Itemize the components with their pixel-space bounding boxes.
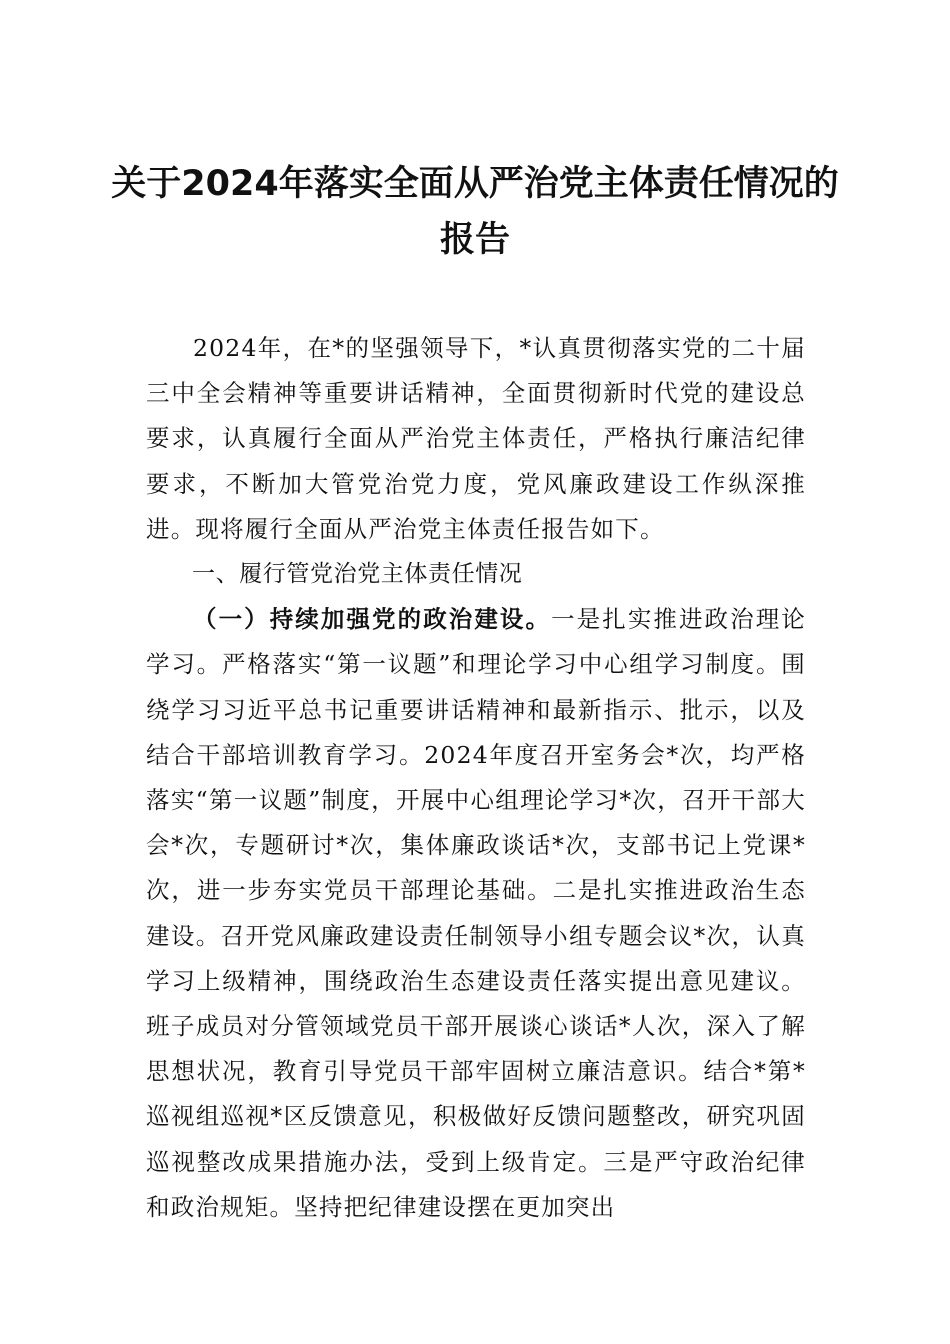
document-body — [146, 326, 806, 1230]
intro-paragraph: 2024年，在*的坚强领导下，*认真贯彻落实党的二十届三中全会精神等重要讲话精神，全面贯彻新时代党的建设总要求，认真履行全面从严治党主体责任，严格执行廉洁纪律要求，不断加大管党治党力度，党风廉政建设工作纵深推进。现将履行全面从严治党主体责任报告如下。 — [146, 334, 806, 543]
subsection-paragraph-1 — [146, 597, 806, 1230]
subsection-body-1: 一是扎实推进政治理论学习。严格落实“第一议题”和理论学习中心组学习制度。围绕学习习近平总书记重要讲话精神和最新指示、批示，以及结合干部培训教育学习。2024年度召开室务会*次，均严格落实“第一议题”制度，开展中心组理论学习*次，召开干部大会*次，专题研讨*次，集体廉政谈话*次，支部书记上党课*次，进一步夯实党员干部理论基础。二是扎实推进政治生态建设。召开党风廉政建设责任制领导小组专题会议*次，认真学习上级精神，围绕政治生态建设责任落实提出意见建议。班子成员对分管领域党员干部开展谈心谈话*人次，深入了解思想状况，教育引导党员干部牢固树立廉洁意识。结合*第*巡视组巡视*区反馈意见，积极做好反馈问题整改，研究巩固巡视整改成果措施办法，受到上级肯定。三是严守政治纪律和政治规矩。坚持把纪律建设摆在更加突出 — [146, 605, 806, 1221]
document-title: 关于2024年落实全面从严治党主体责任情况的报告 — [111, 164, 839, 260]
subsection-heading-1: （一）持续加强党的政治建设。 — [193, 605, 552, 634]
section-heading-1: 一、履行管党治党主体责任情况 — [192, 561, 523, 588]
